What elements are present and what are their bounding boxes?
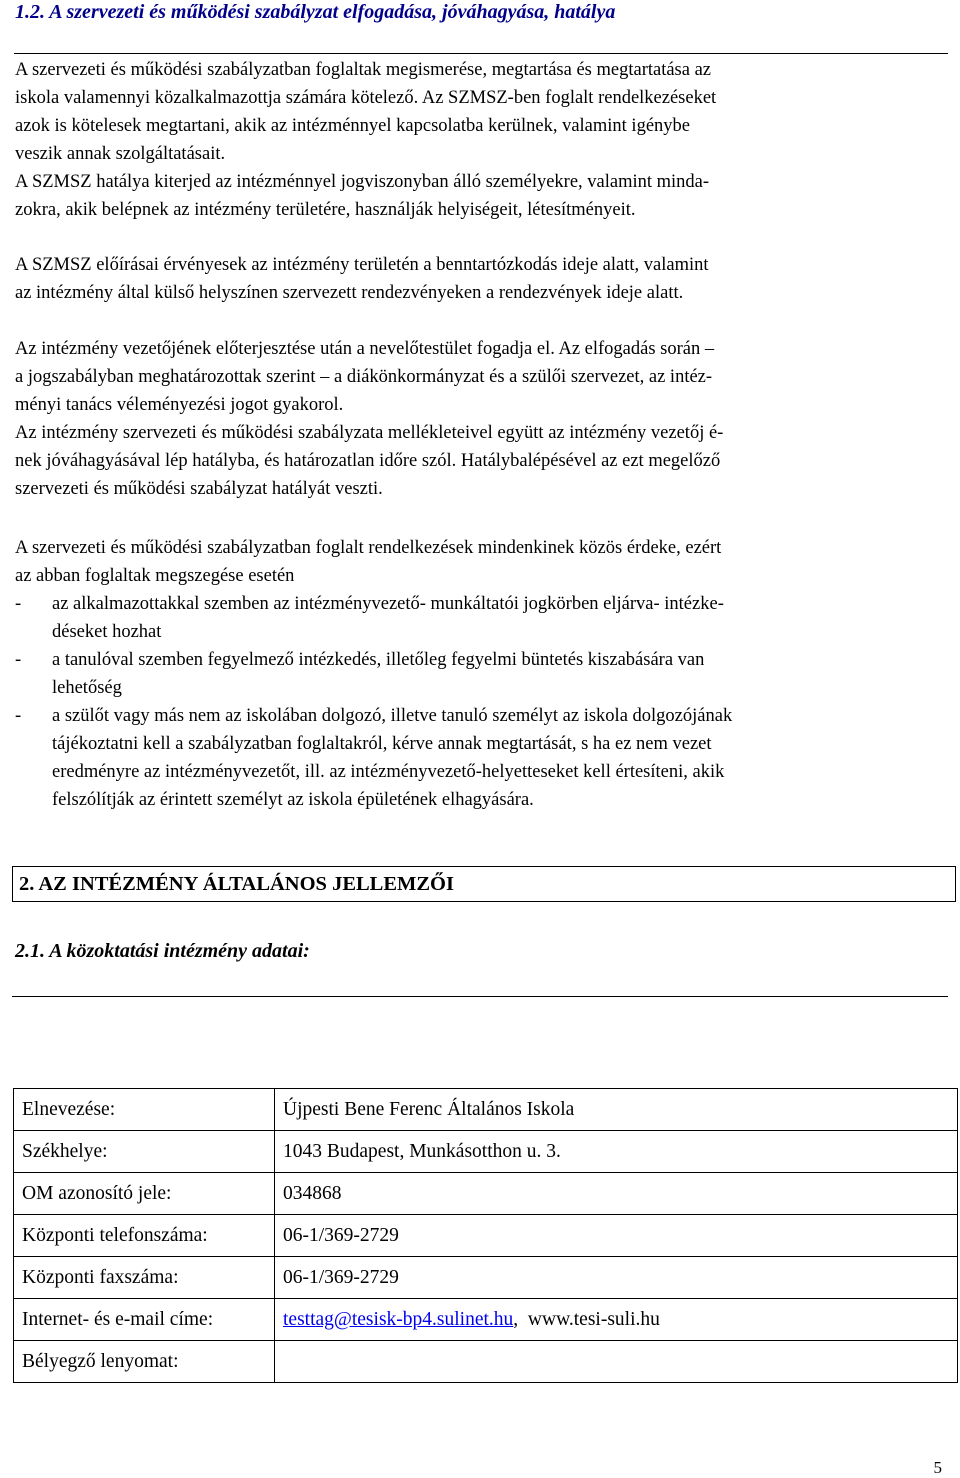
list-dash: - — [15, 594, 22, 614]
paragraph-violation — [15, 534, 946, 590]
text-line: az alkalmazottakkal szemben az intézményvezető- munkáltatói jogkörben eljárva- intézke- — [52, 594, 724, 614]
row-value: 1043 Budapest, Munkásotthon u. 3. — [275, 1131, 958, 1173]
row-value: 06-1/369-2729 — [275, 1215, 958, 1257]
text-line: a szülőt vagy más nem az iskolában dolgozó, illetve tanuló személyt az iskola dolgozójának — [52, 706, 733, 726]
text-line: A SZMSZ előírásai érvényesek az intézmény területén a benntartózkodás ideje alatt, valamint — [15, 255, 709, 275]
website-text: www.tesi-suli.hu — [527, 1308, 660, 1330]
text-line: az abban foglaltak megszegése esetén — [15, 566, 295, 586]
list-item — [52, 702, 946, 814]
page-number: 5 — [933, 1458, 942, 1477]
chapter-title: 2. AZ INTÉZMÉNY ÁLTALÁNOS JELLEMZŐI — [19, 873, 454, 895]
table-row — [14, 1131, 958, 1173]
text-line: A szervezeti és működési szabályzatban foglalt rendelkezések mindenkinek közös érdeke, ezért — [15, 538, 722, 558]
list-dash: - — [15, 706, 22, 726]
row-label: Bélyegző lenyomat: — [14, 1341, 275, 1383]
text-line: iskola valamennyi közalkalmazottja számára kötelező. Az SZMSZ-ben foglalt rendelkezéseket — [15, 88, 717, 108]
table-row — [14, 1299, 958, 1341]
email-link[interactable]: testtag@tesisk-bp4.sulinet.hu — [283, 1308, 514, 1330]
row-label: Székhelye: — [14, 1131, 275, 1173]
text-line: Az intézmény vezetőjének előterjesztése után a nevelőtestület fogadja el. Az elfogadás során – — [15, 339, 715, 359]
row-value: 034868 — [275, 1173, 958, 1215]
list-dash: - — [15, 650, 22, 670]
section-divider — [14, 53, 948, 54]
paragraph-validity — [15, 251, 946, 307]
table-row — [14, 1215, 958, 1257]
row-label: Központi faxszáma: — [14, 1257, 275, 1299]
row-label: Internet- és e-mail címe: — [14, 1299, 275, 1341]
text-line: a tanulóval szemben fegyelmező intézkedés, illetőleg fegyelmi büntetés kiszabására van — [52, 650, 705, 670]
paragraph-adoption — [15, 335, 946, 503]
text-line: nek jóváhagyásával lép hatályba, és határozatlan időre szól. Hatálybalépésével az ezt megelőző — [15, 451, 721, 471]
row-value: 06-1/369-2729 — [275, 1257, 958, 1299]
text-line: felszólítják az érintett személyt az iskola épületének elhagyására. — [52, 790, 534, 810]
text-line: a jogszabályban meghatározottak szerint – a diákönkormányzat és a szülői szervezet, az intéz- — [15, 367, 713, 387]
list-item — [52, 646, 946, 702]
text-line: azok is kötelesek megtartani, akik az intézménnyel kapcsolatba kerülnek, valamint igénybe — [15, 116, 690, 136]
table-row — [14, 1173, 958, 1215]
list-item — [52, 590, 946, 646]
institution-info-table — [13, 1088, 958, 1383]
separator: , — [513, 1308, 519, 1330]
row-label: OM azonosító jele: — [14, 1173, 275, 1215]
text-line: szervezeti és működési szabályzat hatályát veszti. — [15, 479, 383, 499]
text-line: az intézmény által külső helyszínen szervezett rendezvényeken a rendezvények ideje alatt. — [15, 283, 684, 303]
subsection-divider — [12, 996, 948, 997]
row-label: Elnevezése: — [14, 1089, 275, 1131]
text-line: A SZMSZ hatálya kiterjed az intézménnyel jogviszonyban álló személyekre, valamint minda- — [15, 172, 710, 192]
row-label: Központi telefonszáma: — [14, 1215, 275, 1257]
text-line: ményi tanács véleményezési jogot gyakorol. — [15, 395, 344, 415]
section-title: 1.2. A szervezeti és működési szabályzat elfogadása, jóváhagyása, hatálya — [15, 1, 616, 23]
table-row — [14, 1089, 958, 1131]
row-value — [275, 1299, 958, 1341]
row-value: Újpesti Bene Ferenc Általános Iskola — [275, 1089, 958, 1131]
text-line: tájékoztatni kell a szabályzatban foglaltakról, kérve annak megtartását, s ha ez nem vezet — [52, 734, 712, 754]
table-row — [14, 1341, 958, 1383]
text-line: Az intézmény szervezeti és működési szabályzata mellékleteivel együtt az intézmény vezetőj é- — [15, 423, 724, 443]
chapter-title-box — [12, 866, 956, 902]
text-line: déseket hozhat — [52, 622, 162, 642]
text-line: eredményre az intézményvezetőt, ill. az intézményvezető-helyetteseket kell értesíteni, akik — [52, 762, 725, 782]
paragraph-applicability — [15, 56, 946, 224]
table-row — [14, 1257, 958, 1299]
row-value — [275, 1341, 958, 1383]
text-line: veszik annak szolgáltatásait. — [15, 144, 226, 164]
text-line: zokra, akik belépnek az intézmény területére, használják helyiségeit, létesítményeit. — [15, 200, 636, 220]
text-line: A szervezeti és működési szabályzatban foglaltak megismerése, megtartása és megtartatása az — [15, 60, 712, 80]
text-line: lehetőség — [52, 678, 122, 698]
subsection-title: 2.1. A közoktatási intézmény adatai: — [15, 940, 310, 962]
